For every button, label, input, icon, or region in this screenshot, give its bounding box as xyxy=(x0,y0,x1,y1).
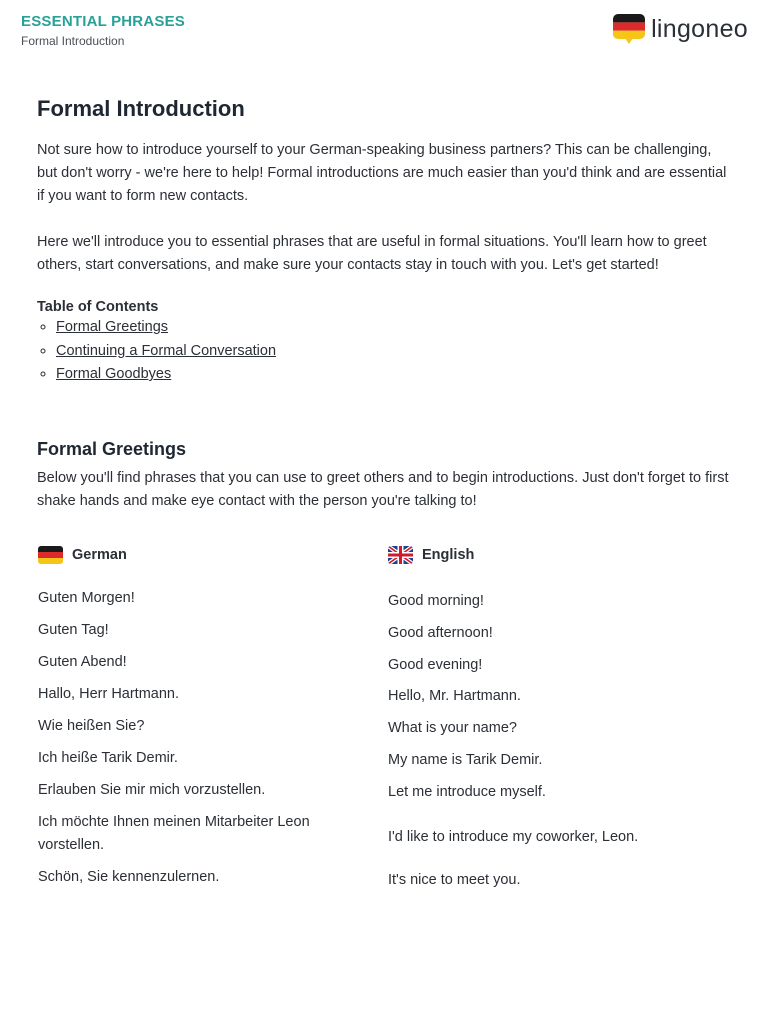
toc-title: Table of Contents xyxy=(37,299,159,315)
page-header xyxy=(21,13,185,48)
english-phrase: Good evening! xyxy=(388,657,483,673)
english-phrase: Let me introduce myself. xyxy=(388,784,546,800)
toc-item xyxy=(56,316,734,340)
english-phrase: My name is Tarik Demir. xyxy=(388,752,543,768)
german-label: German xyxy=(72,547,127,563)
german-speech-bubble-icon xyxy=(613,14,645,44)
intro-paragraph-1: Not sure how to introduce yourself to your German-speaking business partners? This can be challenging, but don't worry - we're here to help! Formal introductions are much easier than you'd think and are essential if you want to form new contacts. xyxy=(37,142,727,204)
logo-text: lingoneo xyxy=(651,14,748,43)
english-phrase: It's nice to meet you. xyxy=(388,872,521,888)
section-description: Below you'll find phrases that you can use to greet others and to begin introductions. Just don't forget to first shake hands and make eye contact with the person you're talking to! xyxy=(37,469,729,509)
german-column xyxy=(38,544,338,885)
uk-flag-icon xyxy=(388,546,413,564)
german-column-header xyxy=(38,544,338,566)
german-phrase: Ich heiße Tarik Demir. xyxy=(38,750,178,766)
header-subtitle: Formal Introduction xyxy=(21,34,125,48)
english-column-header xyxy=(388,544,688,566)
german-phrase: Guten Tag! xyxy=(38,622,109,638)
section-title: Formal Greetings xyxy=(37,438,187,459)
english-label: English xyxy=(422,547,475,563)
intro-paragraph-2: Here we'll introduce you to essential phrases that are useful in formal situations. You'll learn how to greet others, start conversations, and make sure your contacts stay in touch with you. Let's get started! xyxy=(37,234,707,273)
german-phrase: Guten Morgen! xyxy=(38,590,135,606)
german-phrase: Hallo, Herr Hartmann. xyxy=(38,686,180,702)
german-flag-icon xyxy=(38,546,63,564)
main-content xyxy=(37,96,734,513)
toc-link-formal-goodbyes[interactable]: Formal Goodbyes xyxy=(56,366,172,382)
toc-link-formal-greetings[interactable]: Formal Greetings xyxy=(56,319,169,335)
english-phrase: What is your name? xyxy=(388,720,517,736)
german-phrase: Guten Abend! xyxy=(38,654,127,670)
page-title: Formal Introduction xyxy=(37,96,245,121)
toc-item xyxy=(56,340,734,364)
table-of-contents xyxy=(37,316,734,387)
german-phrase: Schön, Sie kennenzulernen. xyxy=(38,869,220,885)
lingoneo-logo[interactable] xyxy=(613,14,748,44)
german-phrase: Wie heißen Sie? xyxy=(38,718,145,734)
header-kicker: ESSENTIAL PHRASES xyxy=(21,13,185,30)
english-phrase: Good morning! xyxy=(388,593,484,609)
english-column xyxy=(388,544,688,888)
german-phrase: Ich möchte Ihnen meinen Mitarbeiter Leon vorstellen. xyxy=(38,814,310,853)
toc-link-continuing-conversation[interactable]: Continuing a Formal Conversation xyxy=(56,342,277,359)
english-phrase: Good afternoon! xyxy=(388,625,493,641)
german-phrase: Erlauben Sie mir mich vorzustellen. xyxy=(38,782,266,798)
toc-item xyxy=(56,363,734,387)
english-phrase: I'd like to introduce my coworker, Leon. xyxy=(388,829,639,845)
english-phrase: Hello, Mr. Hartmann. xyxy=(388,688,521,704)
